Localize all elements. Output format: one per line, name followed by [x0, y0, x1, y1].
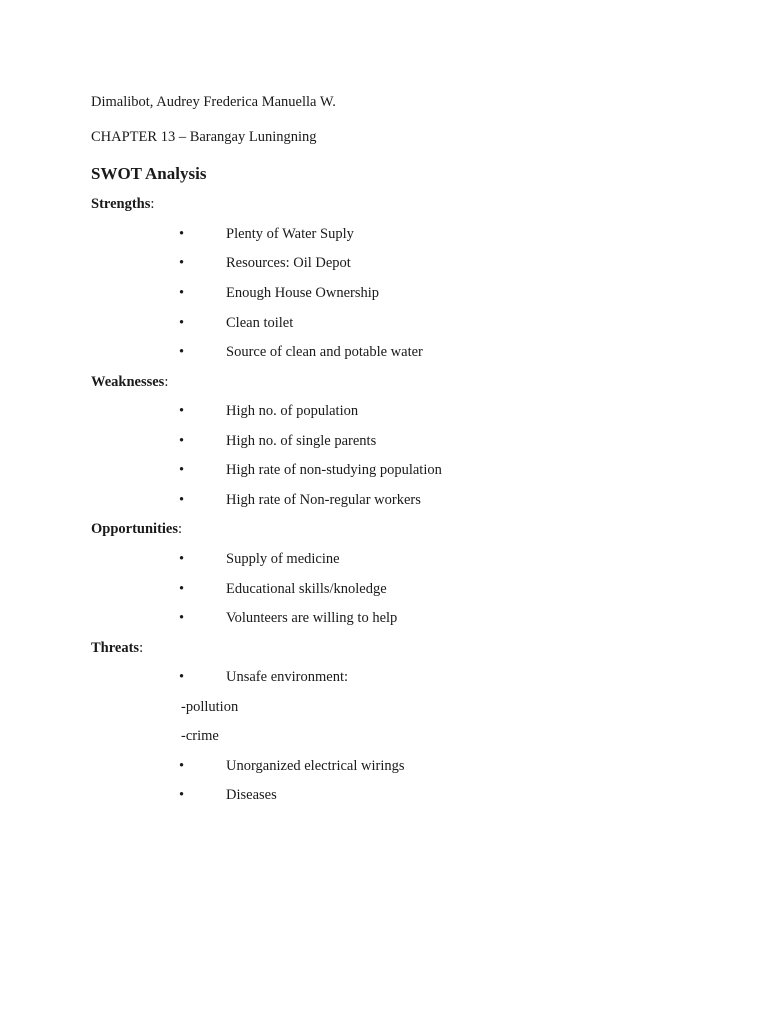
- bullet-icon: •: [179, 226, 185, 242]
- bullet-icon: •: [179, 669, 185, 685]
- bullet-icon: •: [179, 610, 185, 626]
- list-item: [0, 402, 768, 420]
- bullet-icon: •: [179, 344, 185, 360]
- list-item-text: Unorganized electrical wirings: [226, 758, 405, 774]
- bullet-icon: •: [179, 551, 185, 567]
- bullet-icon: •: [179, 787, 185, 803]
- section-name: Strengths: [91, 196, 151, 212]
- list-item-text: Resources: Oil Depot: [226, 255, 351, 271]
- colon: :: [164, 374, 169, 390]
- list-item-text: Clean toilet: [226, 315, 294, 331]
- section-label-opportunities: [91, 520, 182, 538]
- bullet-icon: •: [179, 758, 185, 774]
- sub-item: -crime: [181, 728, 219, 744]
- list-item: [0, 580, 768, 598]
- list-item: [0, 609, 768, 627]
- colon: :: [139, 640, 144, 656]
- list-item-text: High no. of population: [226, 403, 359, 419]
- list-item: [0, 786, 768, 804]
- list-item-text: Diseases: [226, 787, 277, 803]
- list-item: [0, 668, 768, 686]
- sub-item: -pollution: [181, 699, 239, 715]
- bullet-icon: •: [179, 462, 185, 478]
- section-label-weaknesses: [91, 373, 168, 391]
- bullet-icon: •: [179, 433, 185, 449]
- colon: :: [178, 521, 183, 537]
- list-item-text: Unsafe environment:: [226, 669, 349, 685]
- bullet-icon: •: [179, 581, 185, 597]
- list-item: [0, 461, 768, 479]
- list-item-text: High rate of Non-regular workers: [226, 492, 421, 508]
- colon: :: [150, 196, 155, 212]
- list-item-text: Plenty of Water Suply: [226, 226, 354, 242]
- list-item-text: Educational skills/knoledge: [226, 581, 387, 597]
- list-item-text: High no. of single parents: [226, 433, 377, 449]
- section-name: Threats: [91, 640, 140, 656]
- bullet-icon: •: [179, 315, 185, 331]
- list-item: [0, 550, 768, 568]
- list-item: [0, 254, 768, 272]
- page-title: SWOT Analysis: [91, 164, 207, 183]
- list-item-text: High rate of non-studying population: [226, 462, 442, 478]
- list-item: [0, 491, 768, 509]
- section-label-strengths: [91, 195, 154, 213]
- list-item: [0, 314, 768, 332]
- list-item-text: Volunteers are willing to help: [226, 610, 398, 626]
- list-item-text: Source of clean and potable water: [226, 344, 423, 360]
- list-item: [0, 284, 768, 302]
- list-item: [0, 432, 768, 450]
- bullet-icon: •: [179, 255, 185, 271]
- section-name: Weaknesses: [91, 374, 165, 390]
- list-item: [0, 757, 768, 775]
- bullet-icon: •: [179, 492, 185, 508]
- chapter-title: CHAPTER 13 – Barangay Luningning: [91, 129, 317, 145]
- section-label-threats: [91, 639, 143, 657]
- bullet-icon: •: [179, 403, 185, 419]
- section-name: Opportunities: [91, 521, 179, 537]
- author-name: Dimalibot, Audrey Frederica Manuella W.: [91, 94, 336, 110]
- list-item-text: Supply of medicine: [226, 551, 340, 567]
- list-item-text: Enough House Ownership: [226, 285, 380, 301]
- list-item: [0, 343, 768, 361]
- list-item: [0, 225, 768, 243]
- bullet-icon: •: [179, 285, 185, 301]
